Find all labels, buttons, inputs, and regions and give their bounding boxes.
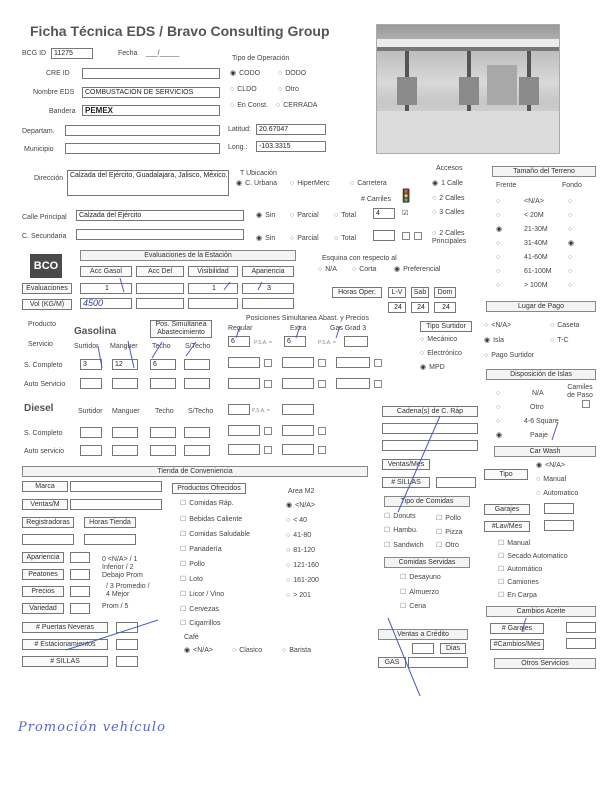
registradoras-field[interactable] bbox=[22, 534, 74, 545]
accesos-2-calles-radio[interactable]: ○ 2 Calles bbox=[432, 195, 465, 203]
frente-61-100-radio[interactable] bbox=[496, 268, 503, 276]
page-title: Ficha Técnica EDS / Bravo Consulting Group bbox=[30, 23, 330, 39]
calle-principal-field[interactable]: Calzada del Ejército bbox=[76, 210, 244, 221]
accesos-2-principales-radio[interactable]: ○ 2 Calles Principales bbox=[432, 230, 482, 246]
prod-comidas-saludable[interactable]: ☐ Comidas Saludable bbox=[180, 531, 250, 539]
gas-col-surtidor: Surtidor bbox=[74, 343, 99, 350]
frente-21-30-radio[interactable] bbox=[496, 226, 505, 234]
diesel-as-check-2[interactable] bbox=[318, 446, 326, 454]
islas-opt-otro: Otro bbox=[530, 404, 544, 411]
diesel-surtidor-field[interactable] bbox=[80, 427, 102, 438]
islas-extra-check[interactable] bbox=[582, 400, 590, 408]
vol-label: Vol (KG/M) bbox=[22, 299, 72, 310]
eval-col-acc-del: Acc Del bbox=[136, 266, 184, 277]
pago-surtidor-radio[interactable]: ○ Pago Surtidor bbox=[484, 352, 534, 360]
precios-field[interactable] bbox=[70, 586, 90, 597]
horas-tienda-field[interactable] bbox=[84, 534, 136, 545]
comida-pizza[interactable]: ☐ Pizza bbox=[436, 529, 462, 537]
gas-surtidor-field[interactable]: 3 bbox=[80, 359, 102, 370]
departam-label: Departam. bbox=[22, 128, 55, 135]
regular-price-1[interactable] bbox=[228, 357, 260, 368]
as-gasgrad3-price[interactable] bbox=[336, 378, 370, 389]
diesel-price-1[interactable] bbox=[228, 404, 250, 415]
diesel-as-price-1[interactable] bbox=[228, 444, 260, 455]
diesel-psa: P.S.A. = bbox=[252, 408, 270, 414]
carwash-manual-radio[interactable]: ○ Manual bbox=[536, 476, 566, 484]
variedad-field[interactable] bbox=[70, 603, 90, 614]
islas-paaje-radio[interactable] bbox=[496, 432, 505, 440]
cambios-mes-field[interactable] bbox=[566, 638, 596, 649]
eval-col-acc-gasol: Acc Gasol bbox=[80, 266, 132, 277]
horas-col-lv: L-V bbox=[388, 287, 406, 298]
terreno-opt-100: > 100M bbox=[524, 282, 548, 289]
surtidor-mecanico-radio[interactable]: ○ Mecánico bbox=[420, 336, 457, 344]
puertas-label: # Puertas Neveras bbox=[22, 622, 108, 633]
scale-legend-1: 0 <N/A> / 1 Inferior / 2 Debajo Prom bbox=[102, 556, 143, 579]
frente-100-radio[interactable] bbox=[496, 282, 503, 290]
pago-isla-radio[interactable]: ◉ Isla bbox=[484, 337, 504, 345]
diesel-as-manguer[interactable] bbox=[112, 445, 138, 456]
principal-parcial-radio[interactable]: ○ Parcial bbox=[290, 212, 319, 220]
fondo-41-60-radio[interactable] bbox=[568, 254, 575, 262]
handwritten-note: Promoción vehículo bbox=[18, 720, 166, 735]
cre-id-label: CRE ID bbox=[46, 70, 70, 77]
esquina-na-radio[interactable]: ○ N/A bbox=[318, 266, 337, 274]
extra-psa: P.S.A. = bbox=[318, 340, 336, 346]
servida-cena[interactable]: ☐ Cena bbox=[400, 603, 426, 611]
cambios-garajes-label: # Garajes bbox=[490, 623, 544, 634]
surtidor-title: Tipo Surtidor bbox=[420, 321, 472, 332]
carwash-garajes-field[interactable] bbox=[544, 503, 574, 514]
ventas-mes-label: Ventas/Mes bbox=[382, 459, 430, 470]
horas-dom-field[interactable]: 24 bbox=[434, 302, 456, 313]
pago-title: Lugar de Pago bbox=[486, 301, 596, 312]
comidas-servidas-title: Comidas Servidas bbox=[384, 557, 470, 568]
eval-acc-del-field[interactable] bbox=[136, 283, 184, 294]
marca-label: Marca bbox=[22, 481, 68, 492]
eval-visibilidad-field[interactable]: 1 bbox=[188, 283, 238, 294]
horas-col-dom: Dom bbox=[434, 287, 456, 298]
esquina-corta-radio[interactable]: ○ Corta bbox=[352, 266, 376, 274]
as-extra-price[interactable] bbox=[282, 378, 314, 389]
servida-almuerzo[interactable]: ☐ Almuerzo bbox=[400, 589, 439, 597]
accesos-title: Accesos bbox=[436, 165, 463, 172]
gas-as-stecho[interactable] bbox=[184, 378, 210, 389]
islas-opt-na: N/A bbox=[532, 390, 544, 397]
cadena-field-2[interactable] bbox=[382, 440, 478, 451]
calle-principal-label: Calle Principal bbox=[22, 214, 67, 221]
operacion-dodo-radio[interactable]: ○ DODO bbox=[278, 70, 306, 78]
secundaria-checkbox-1[interactable] bbox=[402, 232, 410, 240]
horas-lv-field[interactable]: 24 bbox=[388, 302, 406, 313]
vol-extra-1[interactable] bbox=[136, 298, 184, 309]
area-161-200-radio[interactable]: ○ 161-200 bbox=[286, 577, 319, 585]
bandera-label: Bandera bbox=[49, 108, 76, 115]
regular-field[interactable]: 6 bbox=[228, 336, 250, 347]
diesel-as-price-2[interactable] bbox=[282, 444, 314, 455]
principal-total-radio[interactable]: ○ Total bbox=[334, 212, 356, 220]
carwash-automatico-check[interactable]: ☐ Automático bbox=[498, 566, 542, 574]
operacion-en-const-radio[interactable]: ○ En Const. bbox=[230, 102, 268, 110]
otros-servicios-title: Otros Servicios bbox=[494, 658, 596, 669]
peatones-field[interactable] bbox=[70, 569, 90, 580]
diesel-sc-check-2[interactable] bbox=[318, 427, 326, 435]
islas-na-radio[interactable] bbox=[496, 390, 503, 398]
carwash-automatico-radio[interactable]: ○ Automatico bbox=[536, 490, 578, 498]
regular-price-check[interactable] bbox=[264, 359, 272, 367]
ventas-m-label: Ventas/M bbox=[22, 499, 68, 510]
vol-field[interactable]: 4500 bbox=[80, 298, 132, 309]
as-regular-check[interactable] bbox=[264, 380, 272, 388]
prod-cigarrillos[interactable]: ☐ Cigarrillos bbox=[180, 620, 220, 628]
pos-header: Posiciones Simultanea Abast. y Precios bbox=[246, 315, 369, 322]
gas-label: GAS bbox=[378, 657, 406, 668]
long-field[interactable]: -103.3315 bbox=[256, 141, 326, 152]
dias-label: Dias bbox=[440, 643, 466, 654]
diesel-techo-field[interactable] bbox=[150, 427, 176, 438]
horas-tienda-label: Horas Tienda bbox=[84, 517, 136, 528]
comida-otro[interactable]: ☐ Otro bbox=[436, 542, 459, 550]
fondo-na-radio[interactable] bbox=[568, 198, 575, 206]
carwash-tipo-label: Tipo bbox=[484, 469, 528, 480]
diesel-s-completo-label: S. Completo bbox=[24, 430, 63, 437]
comida-donuts[interactable]: ☐ Donuts bbox=[384, 513, 415, 521]
prod-licor[interactable]: ☐ Licor / Vino bbox=[180, 591, 224, 599]
gasolina-title: Gasolina bbox=[74, 326, 117, 337]
prod-bebidas[interactable]: ☐ Bebidas Caliente bbox=[180, 516, 242, 524]
carwash-secado-check[interactable]: ☐ Secado Automatico bbox=[498, 553, 568, 561]
cambios-garajes-field[interactable] bbox=[566, 622, 596, 633]
terreno-opt-31-40: 31-40M bbox=[524, 240, 548, 247]
prod-comidas-rap[interactable]: ☐ Comidas Ráp. bbox=[180, 500, 234, 508]
evaluaciones-row-label: Evaluaciones bbox=[22, 283, 72, 294]
horas-sab-field[interactable]: 24 bbox=[411, 302, 429, 313]
estacionamientos-label: # Estacionamientos bbox=[22, 639, 108, 650]
secundaria-parcial-radio[interactable]: ○ Parcial bbox=[290, 235, 319, 243]
as-regular-price[interactable] bbox=[228, 378, 260, 389]
diesel-as-check-1[interactable] bbox=[264, 446, 272, 454]
fecha-value[interactable]: ___/_____ bbox=[146, 50, 180, 57]
diesel-title: Diesel bbox=[24, 403, 54, 414]
cafe-clasico-radio[interactable]: ○ Clasico bbox=[232, 647, 262, 655]
area-81-120-radio[interactable]: ○ 81-120 bbox=[286, 547, 315, 555]
bandera-field[interactable]: PEMEX bbox=[82, 105, 220, 116]
tipo-comidas-title: Tipo de Comidas bbox=[384, 496, 470, 507]
islas-opt-paaje: Paaje bbox=[530, 432, 548, 439]
diesel-col-manguer: Manguer bbox=[112, 408, 140, 415]
scale-legend-2: / 3 Promedio / 4 Mejor bbox=[106, 583, 150, 598]
extra-price-check[interactable] bbox=[318, 359, 326, 367]
accesos-1-calle-radio[interactable]: ◉ 1 Calle bbox=[432, 180, 463, 188]
pos-col-gasgrad3: Gas Grad 3 bbox=[330, 325, 367, 332]
operacion-cerrada-radio[interactable]: ○ CERRADA bbox=[276, 102, 317, 110]
ubicacion-urbana-radio[interactable]: ◉ C. Urbana bbox=[236, 180, 277, 188]
diesel-as-surtidor[interactable] bbox=[80, 445, 102, 456]
gas-auto-servicio-label: Auto Servicio bbox=[24, 381, 66, 388]
islas-title: Disposición de Islas bbox=[486, 369, 596, 380]
terreno-opt-21-30: 21-30M bbox=[524, 226, 548, 233]
area-201-radio[interactable]: ○ > 201 bbox=[286, 592, 311, 600]
gas-as-techo[interactable] bbox=[150, 378, 176, 389]
gasgrad3-field[interactable] bbox=[344, 336, 368, 347]
servicio-label: Servicio bbox=[28, 341, 53, 348]
frente-label: Frente bbox=[496, 182, 517, 189]
marca-field[interactable] bbox=[70, 481, 162, 492]
gas-field[interactable] bbox=[408, 657, 468, 668]
tienda-title: Tienda de Conveniencia bbox=[22, 466, 368, 477]
islas-opt-square: 4-6 Square bbox=[524, 418, 559, 425]
principal-sin-radio[interactable]: ◉ Sin bbox=[256, 212, 275, 220]
long-label: Long.: bbox=[228, 144, 248, 151]
comida-hambu[interactable]: ☐ Hambu. bbox=[384, 527, 418, 535]
horas-oper-label: Horas Oper. bbox=[332, 287, 382, 298]
calle-secundaria-field[interactable] bbox=[76, 229, 244, 240]
tienda-sillas-label: # SILLAS bbox=[22, 656, 108, 667]
gas-manguer-field[interactable]: 12 bbox=[112, 359, 138, 370]
pos-col-extra: Extra bbox=[290, 325, 307, 332]
variedad-label: Variedad bbox=[22, 603, 64, 614]
carriles-field[interactable]: 4 bbox=[373, 208, 395, 219]
fecha-label: Fecha bbox=[118, 50, 138, 57]
frente-41-60-radio[interactable] bbox=[496, 254, 503, 262]
operacion-otro-radio[interactable]: ○ Otro bbox=[278, 86, 299, 94]
diesel-as-stecho[interactable] bbox=[184, 445, 210, 456]
cre-id-field[interactable] bbox=[82, 68, 220, 79]
esquina-preferencial-radio[interactable]: ◉ Preferencial bbox=[394, 266, 440, 274]
carriles-checkbox[interactable] bbox=[402, 210, 411, 218]
comidas-sillas-label: # SILLAS bbox=[382, 477, 430, 488]
operacion-title: Tipo de Operación bbox=[232, 55, 290, 62]
fondo-20-radio[interactable] bbox=[568, 212, 575, 220]
operacion-codo-radio[interactable]: ◉ CODO bbox=[230, 70, 260, 78]
carwash-title: Car Wash bbox=[494, 446, 596, 457]
cadena-field-1[interactable] bbox=[382, 423, 478, 434]
terreno-title: Tamaño del Terreno bbox=[492, 166, 596, 177]
precios-label: Precios bbox=[22, 586, 64, 597]
secundaria-checkbox-2[interactable] bbox=[414, 232, 422, 240]
latitud-field[interactable]: 20.67047 bbox=[256, 124, 326, 135]
cafe-na-radio[interactable]: ◉ <N/A> bbox=[184, 647, 213, 655]
calle-secundaria-label: C. Secundaria bbox=[22, 233, 67, 240]
nombre-eds-label: Nombre EDS bbox=[33, 89, 75, 96]
as-extra-check[interactable] bbox=[318, 380, 326, 388]
extra-price-1[interactable] bbox=[282, 357, 314, 368]
vol-extra-3[interactable] bbox=[242, 298, 294, 309]
comidas-sillas-field[interactable] bbox=[436, 477, 476, 488]
direccion-field[interactable]: Calzada del Ejército, Guadalajara, Jalisco, México. bbox=[67, 170, 229, 196]
station-photo bbox=[376, 24, 560, 154]
diesel-auto-servicio-label: Auto servicio bbox=[24, 448, 65, 455]
ventas-m-field[interactable] bbox=[70, 499, 162, 510]
fondo-label: Fondo bbox=[562, 182, 582, 189]
evaluaciones-title: Evaluaciones de la Estación bbox=[80, 250, 296, 261]
camiles-paso-label: Camiles de Paso bbox=[567, 384, 593, 399]
terreno-opt-61-100: 61-100M bbox=[524, 268, 552, 275]
diesel-sc-price-2[interactable] bbox=[282, 425, 314, 436]
fondo-61-100-radio[interactable] bbox=[568, 268, 575, 276]
diesel-as-techo[interactable] bbox=[150, 445, 176, 456]
gasgrad3-price[interactable] bbox=[336, 357, 370, 368]
pago-caseta-radio[interactable]: ○ Caseta bbox=[550, 322, 579, 330]
diesel-sc-price-1[interactable] bbox=[228, 425, 260, 436]
gas-as-manguer[interactable] bbox=[112, 378, 138, 389]
as-gasgrad3-check[interactable] bbox=[374, 380, 382, 388]
prod-panaderia[interactable]: ☐ Panadería bbox=[180, 546, 222, 554]
gas-col-techo: Techo bbox=[152, 343, 171, 350]
gas-techo-field[interactable]: 6 bbox=[150, 359, 176, 370]
cafe-title: Café bbox=[184, 634, 199, 641]
prod-pollo[interactable]: ☐ Pollo bbox=[180, 561, 205, 569]
diesel-stecho-field[interactable] bbox=[184, 427, 210, 438]
extra-field[interactable]: 6 bbox=[284, 336, 306, 347]
carwash-camiones-check[interactable]: ☐ Camiones bbox=[498, 579, 539, 587]
apariencia-label: Apariencia bbox=[22, 552, 64, 563]
traffic-light-icon: 🚦 bbox=[398, 188, 415, 203]
fondo-100-radio[interactable] bbox=[568, 282, 575, 290]
esquina-title: Esquina con respecto al bbox=[322, 255, 397, 262]
nombre-eds-field[interactable]: COMBUSTACIÓN DE SERVICIOS bbox=[82, 87, 220, 98]
diesel-col-surtidor: Surtidor bbox=[78, 408, 103, 415]
pago-na-radio[interactable]: ○ <N/A> bbox=[484, 322, 511, 330]
area-121-160-radio[interactable]: ○ 121-160 bbox=[286, 562, 319, 570]
carwash-manual-check[interactable]: ☐ Manual bbox=[498, 540, 530, 548]
frente-20-radio[interactable] bbox=[496, 212, 503, 220]
eval-col-visibilidad: Visibilidad bbox=[188, 266, 238, 277]
gas-stecho-field[interactable] bbox=[184, 359, 210, 370]
diesel-col-stecho: S/Techo bbox=[188, 408, 214, 415]
carwash-lav-mes-field[interactable] bbox=[544, 520, 574, 531]
scale-legend-3: Prom / 5 bbox=[102, 603, 129, 610]
gas-col-manguer: Manguer bbox=[110, 343, 138, 350]
vol-extra-2[interactable] bbox=[188, 298, 238, 309]
diesel-price-2[interactable] bbox=[282, 404, 314, 415]
carwash-en-carpa-check[interactable]: ☐ En Carpa bbox=[498, 592, 537, 600]
municipio-label: Municipio bbox=[24, 146, 54, 153]
cafe-barista-radio[interactable]: ○ Barista bbox=[282, 647, 311, 655]
credito-field[interactable] bbox=[412, 643, 434, 654]
servida-desayuno[interactable]: ☐ Desayuno bbox=[400, 574, 441, 582]
pago-tc-radio[interactable]: ○ T-C bbox=[550, 337, 569, 345]
departam-field[interactable] bbox=[65, 125, 220, 136]
municipio-field[interactable] bbox=[65, 143, 220, 154]
cambios-mes-label: #Cambios/Mes bbox=[490, 639, 544, 650]
pos-sim-abast-title: Pos. Simultanea Abastecimiento bbox=[150, 320, 212, 338]
carriles-label: # Carriles bbox=[361, 196, 391, 203]
pos-col-regular: Regular bbox=[228, 325, 253, 332]
prod-cervezas[interactable]: ☐ Cervezas bbox=[180, 606, 219, 614]
ubicacion-carretera-radio[interactable]: ○ Carretera bbox=[350, 180, 387, 188]
frente-na-radio[interactable] bbox=[496, 198, 503, 206]
estacionamientos-field[interactable] bbox=[116, 639, 138, 650]
ventas-credito-title: Ventas a Crédito bbox=[378, 629, 468, 640]
islas-otro-radio[interactable] bbox=[496, 404, 503, 412]
comida-pollo[interactable]: ☐ Pollo bbox=[436, 515, 461, 523]
peatones-label: Peatones bbox=[22, 569, 64, 580]
puertas-field[interactable] bbox=[116, 622, 138, 633]
fondo-31-40-radio[interactable] bbox=[568, 240, 577, 248]
prod-loto[interactable]: ☐ Loto bbox=[180, 576, 203, 584]
latitud-label: Latitud: bbox=[228, 126, 251, 133]
frente-31-40-radio[interactable] bbox=[496, 240, 503, 248]
ubicacion-hipermerc-radio[interactable]: ○ HiperMerc bbox=[290, 180, 330, 188]
carwash-garajes-label: Garajes bbox=[484, 504, 530, 515]
secundaria-total-radio[interactable]: ○ Total bbox=[334, 235, 356, 243]
tienda-sillas-field[interactable] bbox=[116, 656, 138, 667]
area-41-80-radio[interactable]: ○ 41-80 bbox=[286, 532, 311, 540]
ubicacion-title: T Ubicación bbox=[240, 170, 277, 177]
accesos-3-calles-radio[interactable]: ○ 3 Calles bbox=[432, 209, 465, 217]
islas-square-radio[interactable] bbox=[496, 418, 503, 426]
diesel-manguer-field[interactable] bbox=[112, 427, 138, 438]
gas-as-surtidor[interactable] bbox=[80, 378, 102, 389]
producto-label: Producto bbox=[28, 321, 57, 328]
bco-logo: BCO bbox=[30, 254, 62, 278]
productos-title: Productos Ofrecidos bbox=[172, 483, 246, 494]
secundaria-carriles-field[interactable] bbox=[373, 230, 395, 241]
operacion-cldo-radio[interactable]: ○ CLDO bbox=[230, 86, 257, 94]
gas-s-completo-label: S. Completo bbox=[24, 362, 63, 369]
cambios-title: Cambios Aceite bbox=[486, 606, 596, 617]
diesel-sc-check-1[interactable] bbox=[264, 427, 272, 435]
area-40-radio[interactable]: ○ < 40 bbox=[286, 517, 307, 525]
surtidor-mpd-radio[interactable]: ◉ MPD bbox=[420, 364, 445, 372]
diesel-col-techo: Techo bbox=[155, 408, 174, 415]
apariencia-field[interactable] bbox=[70, 552, 90, 563]
horas-col-sab: Sab bbox=[411, 287, 429, 298]
surtidor-electronico-radio[interactable]: ○ Electrónico bbox=[420, 350, 462, 358]
eval-apariencia-field[interactable]: 3 bbox=[242, 283, 294, 294]
direccion-label: Dirección bbox=[34, 175, 64, 182]
terreno-opt-41-60: 41-60M bbox=[524, 254, 548, 261]
gas-col-stecho: S/Techo bbox=[185, 343, 211, 350]
cadena-title: Cadena(s) de C. Ráp bbox=[382, 406, 478, 417]
gasgrad3-price-check[interactable] bbox=[374, 359, 382, 367]
comida-sandwich[interactable]: ☐ Sandwich bbox=[384, 542, 424, 550]
carwash-lav-mes-label: #Lav/Mes bbox=[484, 521, 530, 532]
registradoras-label: Registradoras bbox=[22, 517, 74, 528]
secundaria-sin-radio[interactable]: ◉ Sin bbox=[256, 235, 275, 243]
eval-col-apariencia: Apariencia bbox=[242, 266, 294, 277]
bcg-id-label: BCG ID bbox=[22, 50, 47, 57]
eval-acc-gasol-field[interactable]: 1 bbox=[80, 283, 132, 294]
fondo-21-30-radio[interactable] bbox=[568, 226, 575, 234]
area-na-radio[interactable]: ◉ <N/A> bbox=[286, 502, 315, 510]
bcg-id-field[interactable]: 11275 bbox=[51, 48, 93, 59]
area-title: Area M2 bbox=[288, 488, 315, 495]
terreno-opt-na: <N/A> bbox=[524, 198, 544, 205]
regular-psa: P.S.A. = bbox=[254, 340, 272, 346]
terreno-opt-20: < 20M bbox=[524, 212, 544, 219]
carwash-na-radio[interactable]: ◉ <N/A> bbox=[536, 462, 565, 470]
